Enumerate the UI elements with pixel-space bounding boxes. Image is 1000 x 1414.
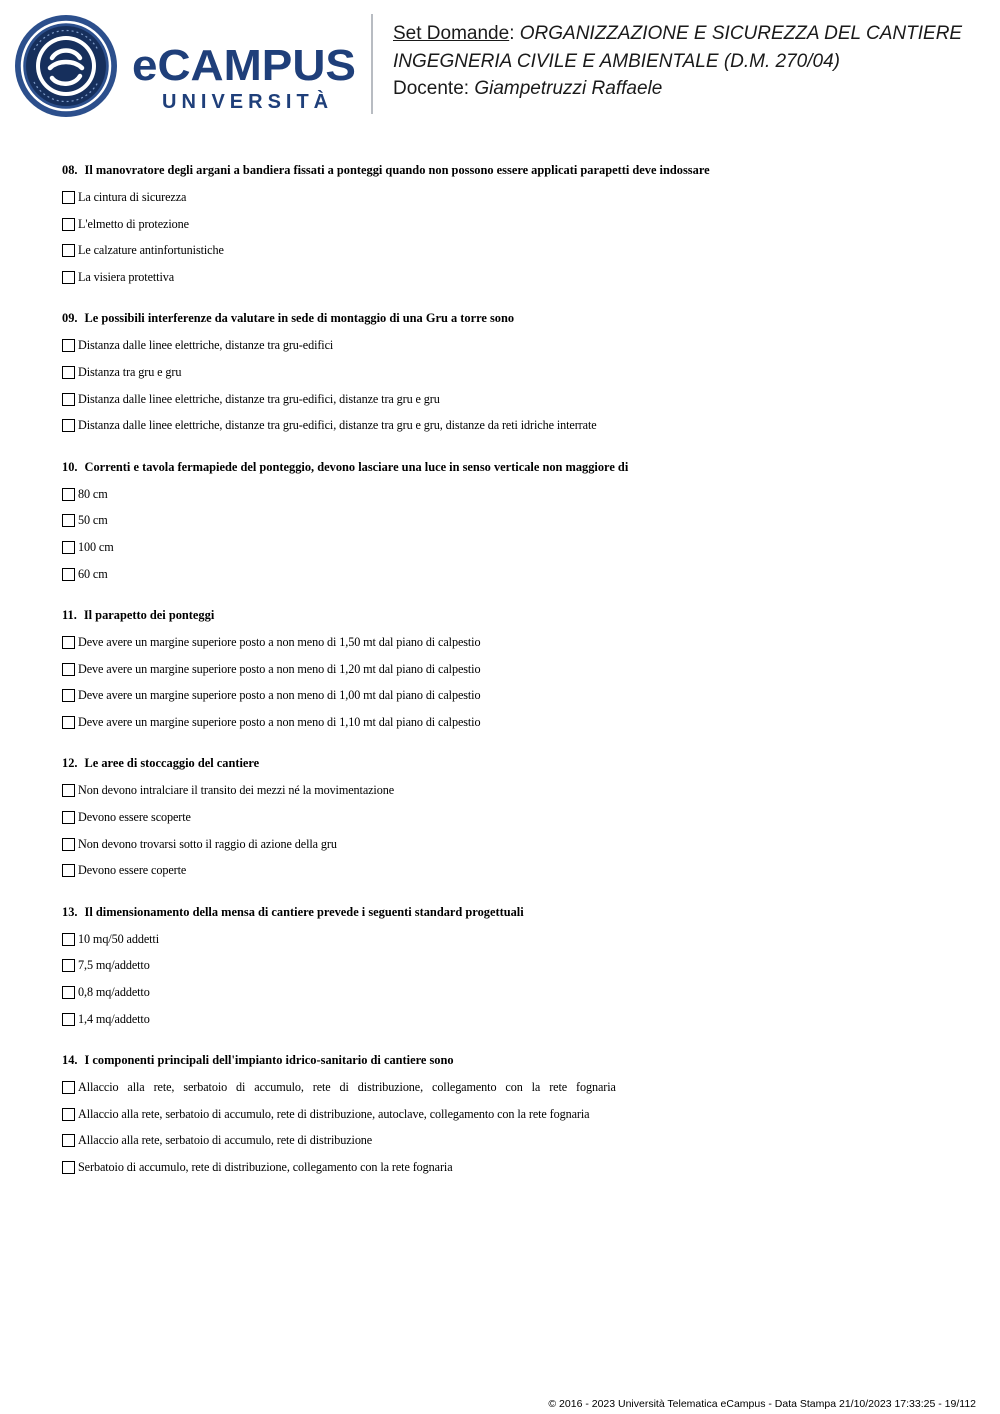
question-title (62, 903, 962, 921)
question-14 (62, 1051, 962, 1181)
answer-option[interactable] (62, 656, 962, 683)
answer-checkbox[interactable] (62, 393, 75, 406)
answer-label: La cintura di sicurezza (78, 189, 187, 204)
answer-label: Non devono trovarsi sotto il raggio di azione della gru (78, 836, 337, 851)
answer-label: Deve avere un margine superiore posto a non meno di 1,50 mt dal piano di calpestio (78, 634, 481, 649)
answer-option[interactable] (62, 507, 962, 534)
answer-checkbox[interactable] (62, 663, 75, 676)
set-separator: : (509, 23, 520, 44)
question-title (62, 458, 962, 476)
answer-checkbox[interactable] (62, 1081, 75, 1094)
answer-option[interactable] (62, 804, 962, 831)
answer-label: Distanza dalle linee elettriche, distanze tra gru-edifici, distanze tra gru e gru, distanze da reti idriche interrate (78, 418, 597, 433)
degree-line (393, 48, 983, 76)
answer-checkbox[interactable] (62, 218, 75, 231)
question-number: 14. (62, 1053, 78, 1068)
answer-label: Deve avere un margine superiore posto a non meno di 1,00 mt dal piano di calpestio (78, 688, 481, 703)
answer-option[interactable] (62, 481, 962, 508)
question-title (62, 161, 962, 179)
answer-option[interactable] (62, 777, 962, 804)
answer-option[interactable] (62, 1127, 962, 1154)
answer-option[interactable] (62, 682, 962, 709)
answer-label: Non devono intralciare il transito dei mezzi né la movimentazione (78, 783, 395, 798)
teacher-label: Docente: (393, 78, 470, 99)
answer-option[interactable] (62, 386, 962, 413)
question-text: Le possibili interferenze da valutare in sede di montaggio di una Gru a torre sono (84, 311, 515, 326)
question-08 (62, 161, 962, 291)
answer-checkbox[interactable] (62, 986, 75, 999)
answer-option[interactable] (62, 1074, 962, 1101)
answer-checkbox[interactable] (62, 1134, 75, 1147)
answer-checkbox[interactable] (62, 689, 75, 702)
answer-label: Distanza dalle linee elettriche, distanze tra gru-edifici, distanze tra gru e gru (78, 391, 440, 406)
answer-checkbox[interactable] (62, 488, 75, 501)
question-title (62, 754, 962, 772)
answer-checkbox[interactable] (62, 419, 75, 432)
answer-checkbox[interactable] (62, 933, 75, 946)
answer-option[interactable] (62, 952, 962, 979)
page-header (0, 0, 1000, 130)
question-text: Il dimensionamento della mensa di cantiere prevede i seguenti standard progettuali (84, 904, 524, 919)
question-number: 09. (62, 311, 78, 326)
answer-label: 80 cm (78, 486, 108, 501)
answer-label: Le calzature antinfortunistiche (78, 243, 224, 258)
answer-option[interactable] (62, 926, 962, 953)
answer-checkbox[interactable] (62, 1108, 75, 1121)
question-11 (62, 606, 962, 736)
answer-option[interactable] (62, 857, 962, 884)
answer-label: Allaccio alla rete, serbatoio di accumulo, rete di distribuzione, collegamento con la rete fognaria (78, 1079, 616, 1094)
question-number: 11. (62, 608, 77, 623)
answer-checkbox[interactable] (62, 716, 75, 729)
answer-label: Allaccio alla rete, serbatoio di accumulo, rete di distribuzione (78, 1133, 373, 1148)
answer-label: Allaccio alla rete, serbatoio di accumulo, rete di distribuzione, autoclave, collegamento con la rete fognaria (78, 1106, 590, 1121)
answer-checkbox[interactable] (62, 864, 75, 877)
question-13 (62, 903, 962, 1033)
answer-label: 10 mq/50 addetti (78, 931, 159, 946)
answer-checkbox[interactable] (62, 568, 75, 581)
answer-checkbox[interactable] (62, 339, 75, 352)
answer-checkbox[interactable] (62, 838, 75, 851)
set-line (393, 20, 983, 48)
answer-checkbox[interactable] (62, 366, 75, 379)
answer-label: Deve avere un margine superiore posto a non meno di 1,20 mt dal piano di calpestio (78, 661, 481, 676)
answer-checkbox[interactable] (62, 959, 75, 972)
degree-title: INGEGNERIA CIVILE E AMBIENTALE (D.M. 270/04) (393, 50, 840, 72)
answer-option[interactable] (62, 561, 962, 588)
answer-label: Serbatoio di accumulo, rete di distribuzione, collegamento con la rete fognaria (78, 1159, 453, 1174)
answer-checkbox[interactable] (62, 271, 75, 284)
answer-option[interactable] (62, 359, 962, 386)
course-info (393, 20, 983, 103)
answer-label: Distanza tra gru e gru (78, 364, 182, 379)
answer-option[interactable] (62, 534, 962, 561)
answer-checkbox[interactable] (62, 514, 75, 527)
answer-checkbox[interactable] (62, 636, 75, 649)
answer-option[interactable] (62, 1101, 962, 1128)
question-text: Il parapetto dei ponteggi (83, 608, 215, 623)
question-number: 12. (62, 756, 78, 771)
answer-option[interactable] (62, 1006, 962, 1033)
answer-checkbox[interactable] (62, 244, 75, 257)
set-label: Set Domande (393, 23, 510, 44)
teacher-name: Giampetruzzi Raffaele (474, 78, 663, 99)
answer-label: 0,8 mq/addetto (78, 984, 150, 999)
answer-checkbox[interactable] (62, 191, 75, 204)
question-12 (62, 754, 962, 884)
answer-option[interactable] (62, 211, 962, 238)
question-text: Correnti e tavola fermapiede del ponteggio, devono lasciare una luce in senso verticale non maggiore di (84, 459, 629, 474)
question-text: Il manovratore degli argani a bandiera fissati a ponteggi quando non possono essere applicati parapetti deve indossare (84, 163, 710, 177)
question-number: 08. (62, 163, 78, 177)
answer-label: 60 cm (78, 566, 108, 581)
answer-checkbox[interactable] (62, 541, 75, 554)
answer-label: 7,5 mq/addetto (78, 958, 150, 973)
answer-label: La visiera protettiva (78, 269, 175, 284)
answer-checkbox[interactable] (62, 811, 75, 824)
answer-option[interactable] (62, 709, 962, 736)
question-number: 10. (62, 459, 78, 474)
answer-label: Distanza dalle linee elettriche, distanze tra gru-edifici (78, 338, 334, 353)
logo-brand-text: eCAMPUS (132, 42, 356, 90)
answer-label: L'elmetto di protezione (78, 216, 189, 231)
question-text: I componenti principali dell'impianto idrico-sanitario di cantiere sono (84, 1053, 454, 1068)
question-09 (62, 309, 962, 439)
answer-label: 50 cm (78, 513, 108, 528)
teacher-line (393, 75, 983, 103)
ecampus-wordmark-logo (132, 42, 360, 114)
answer-option[interactable] (62, 629, 962, 656)
question-list (62, 161, 962, 1199)
header-divider (371, 14, 373, 114)
question-10 (62, 458, 962, 588)
course-title: ORGANIZZAZIONE E SICUREZZA DEL CANTIERE (519, 23, 963, 44)
question-title (62, 1051, 962, 1069)
answer-option[interactable] (62, 237, 962, 264)
answer-option[interactable] (62, 831, 962, 858)
answer-label: Deve avere un margine superiore posto a non meno di 1,10 mt dal piano di calpestio (78, 714, 481, 729)
answer-label: 1,4 mq/addetto (78, 1011, 150, 1026)
answer-checkbox[interactable] (62, 1161, 75, 1174)
question-title (62, 606, 962, 624)
ecampus-seal-logo (14, 14, 118, 118)
answer-option[interactable] (62, 979, 962, 1006)
answer-option[interactable] (62, 1154, 962, 1181)
answer-checkbox[interactable] (62, 1013, 75, 1026)
question-number: 13. (62, 904, 78, 919)
answer-checkbox[interactable] (62, 784, 75, 797)
answer-label: 100 cm (78, 539, 114, 554)
answer-option[interactable] (62, 184, 962, 211)
answer-option[interactable] (62, 264, 962, 291)
answer-label: Devono essere coperte (78, 863, 187, 878)
answer-option[interactable] (62, 332, 962, 359)
question-title (62, 309, 962, 327)
answer-option[interactable] (62, 412, 962, 439)
answer-label: Devono essere scoperte (78, 809, 191, 824)
question-text: Le aree di stoccaggio del cantiere (84, 756, 260, 771)
logo-subtitle-text: UNIVERSITÀ (162, 91, 334, 113)
page-footer: © 2016 - 2023 Università Telematica eCampus - Data Stampa 21/10/2023 17:33:25 - 19/112 (548, 1398, 976, 1410)
